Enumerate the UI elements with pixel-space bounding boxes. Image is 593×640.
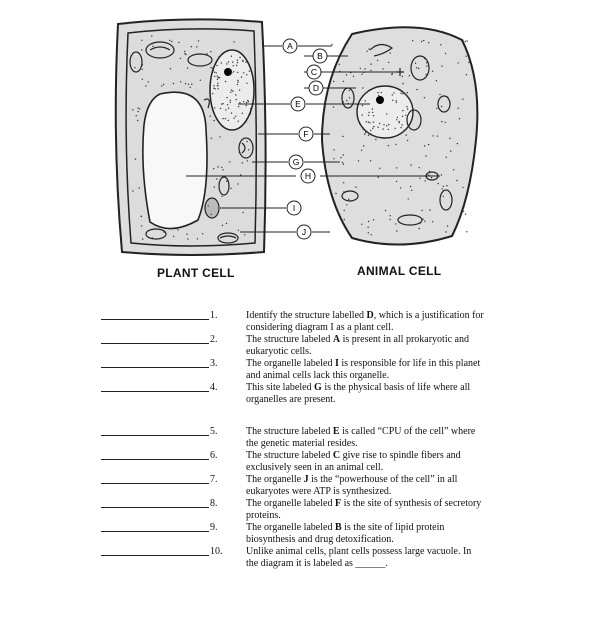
question-number: 8. [210, 498, 218, 509]
question-text: The organelle labeled F is the site of synthesis of secretory proteins. [246, 498, 482, 521]
question-item [0, 522, 593, 545]
svg-text:J: J [301, 227, 307, 237]
question-item [0, 334, 593, 357]
answer-blank[interactable] [101, 459, 209, 460]
svg-text:D: D [312, 83, 320, 93]
plant-cell-drawing [116, 19, 266, 255]
question-item [0, 498, 593, 521]
marker-G [289, 155, 303, 169]
marker-C [307, 65, 321, 79]
question-number: 4. [210, 382, 218, 393]
svg-text:B: B [317, 51, 323, 61]
svg-text:G: G [292, 157, 300, 167]
svg-text:C: C [310, 67, 318, 77]
question-item [0, 382, 593, 405]
question-text: The structure labeled E is called “CPU of the cell” where the genetic material resides. [246, 426, 476, 449]
svg-text:A: A [287, 41, 293, 51]
question-number: 5. [210, 426, 218, 437]
marker-E [291, 97, 305, 111]
answer-blank[interactable] [101, 555, 209, 556]
cell-diagram [0, 0, 593, 290]
animal-cell-label: ANIMAL CELL [357, 264, 442, 278]
marker-F [299, 127, 313, 141]
question-item [0, 450, 593, 473]
answer-blank[interactable] [101, 435, 209, 436]
question-text: The structure labeled A is present in all prokaryotic and eukaryotic cells. [246, 334, 469, 357]
marker-I [287, 201, 301, 215]
marker-H [301, 169, 315, 183]
marker-A [283, 39, 297, 53]
answer-blank[interactable] [101, 483, 209, 484]
svg-text:H: H [304, 171, 312, 181]
question-text: This site labeled G is the physical basis of life where all organelles are present. [246, 382, 471, 405]
marker-J [297, 225, 311, 239]
marker-B [313, 49, 327, 63]
question-text: The organelle labeled B is the site of lipid protein biosynthesis and drug detoxification. [246, 522, 445, 545]
question-number: 2. [210, 334, 218, 345]
question-text: The organelle labeled I is responsible for life in this planet and animal cells lack this organelle. [246, 358, 481, 381]
question-number: 6. [210, 450, 218, 461]
answer-blank[interactable] [101, 391, 209, 392]
svg-text:F: F [303, 129, 309, 139]
question-number: 1. [210, 310, 218, 321]
svg-text:I: I [292, 203, 296, 213]
question-text: Identify the structure labelled D, which is a justification for considering diagram I as a plant cell. [246, 310, 484, 333]
answer-blank[interactable] [101, 367, 209, 368]
question-item [0, 546, 593, 569]
answer-blank[interactable] [101, 343, 209, 344]
question-number: 7. [210, 474, 218, 485]
question-item [0, 358, 593, 381]
animal-cell-drawing [322, 27, 477, 244]
question-item [0, 474, 593, 497]
question-item [0, 426, 593, 449]
question-text: Unlike animal cells, plant cells possess large vacuole. In the diagram it is labeled as ______. [246, 546, 472, 569]
question-number: 3. [210, 358, 218, 369]
marker-D [309, 81, 323, 95]
plant-cell-label: PLANT CELL [157, 266, 235, 280]
question-text: The structure labeled C give rise to spindle fibers and exclusively seen in an animal cell. [246, 450, 461, 473]
question-number: 10. [210, 546, 223, 557]
answer-blank[interactable] [101, 507, 209, 508]
answer-blank[interactable] [101, 531, 209, 532]
answer-blank[interactable] [101, 319, 209, 320]
svg-text:E: E [295, 99, 301, 109]
question-text: The organelle J is the “powerhouse of the cell” in all eukaryotes were ATP is synthesized. [246, 474, 458, 497]
question-number: 9. [210, 522, 218, 533]
question-item [0, 310, 593, 333]
